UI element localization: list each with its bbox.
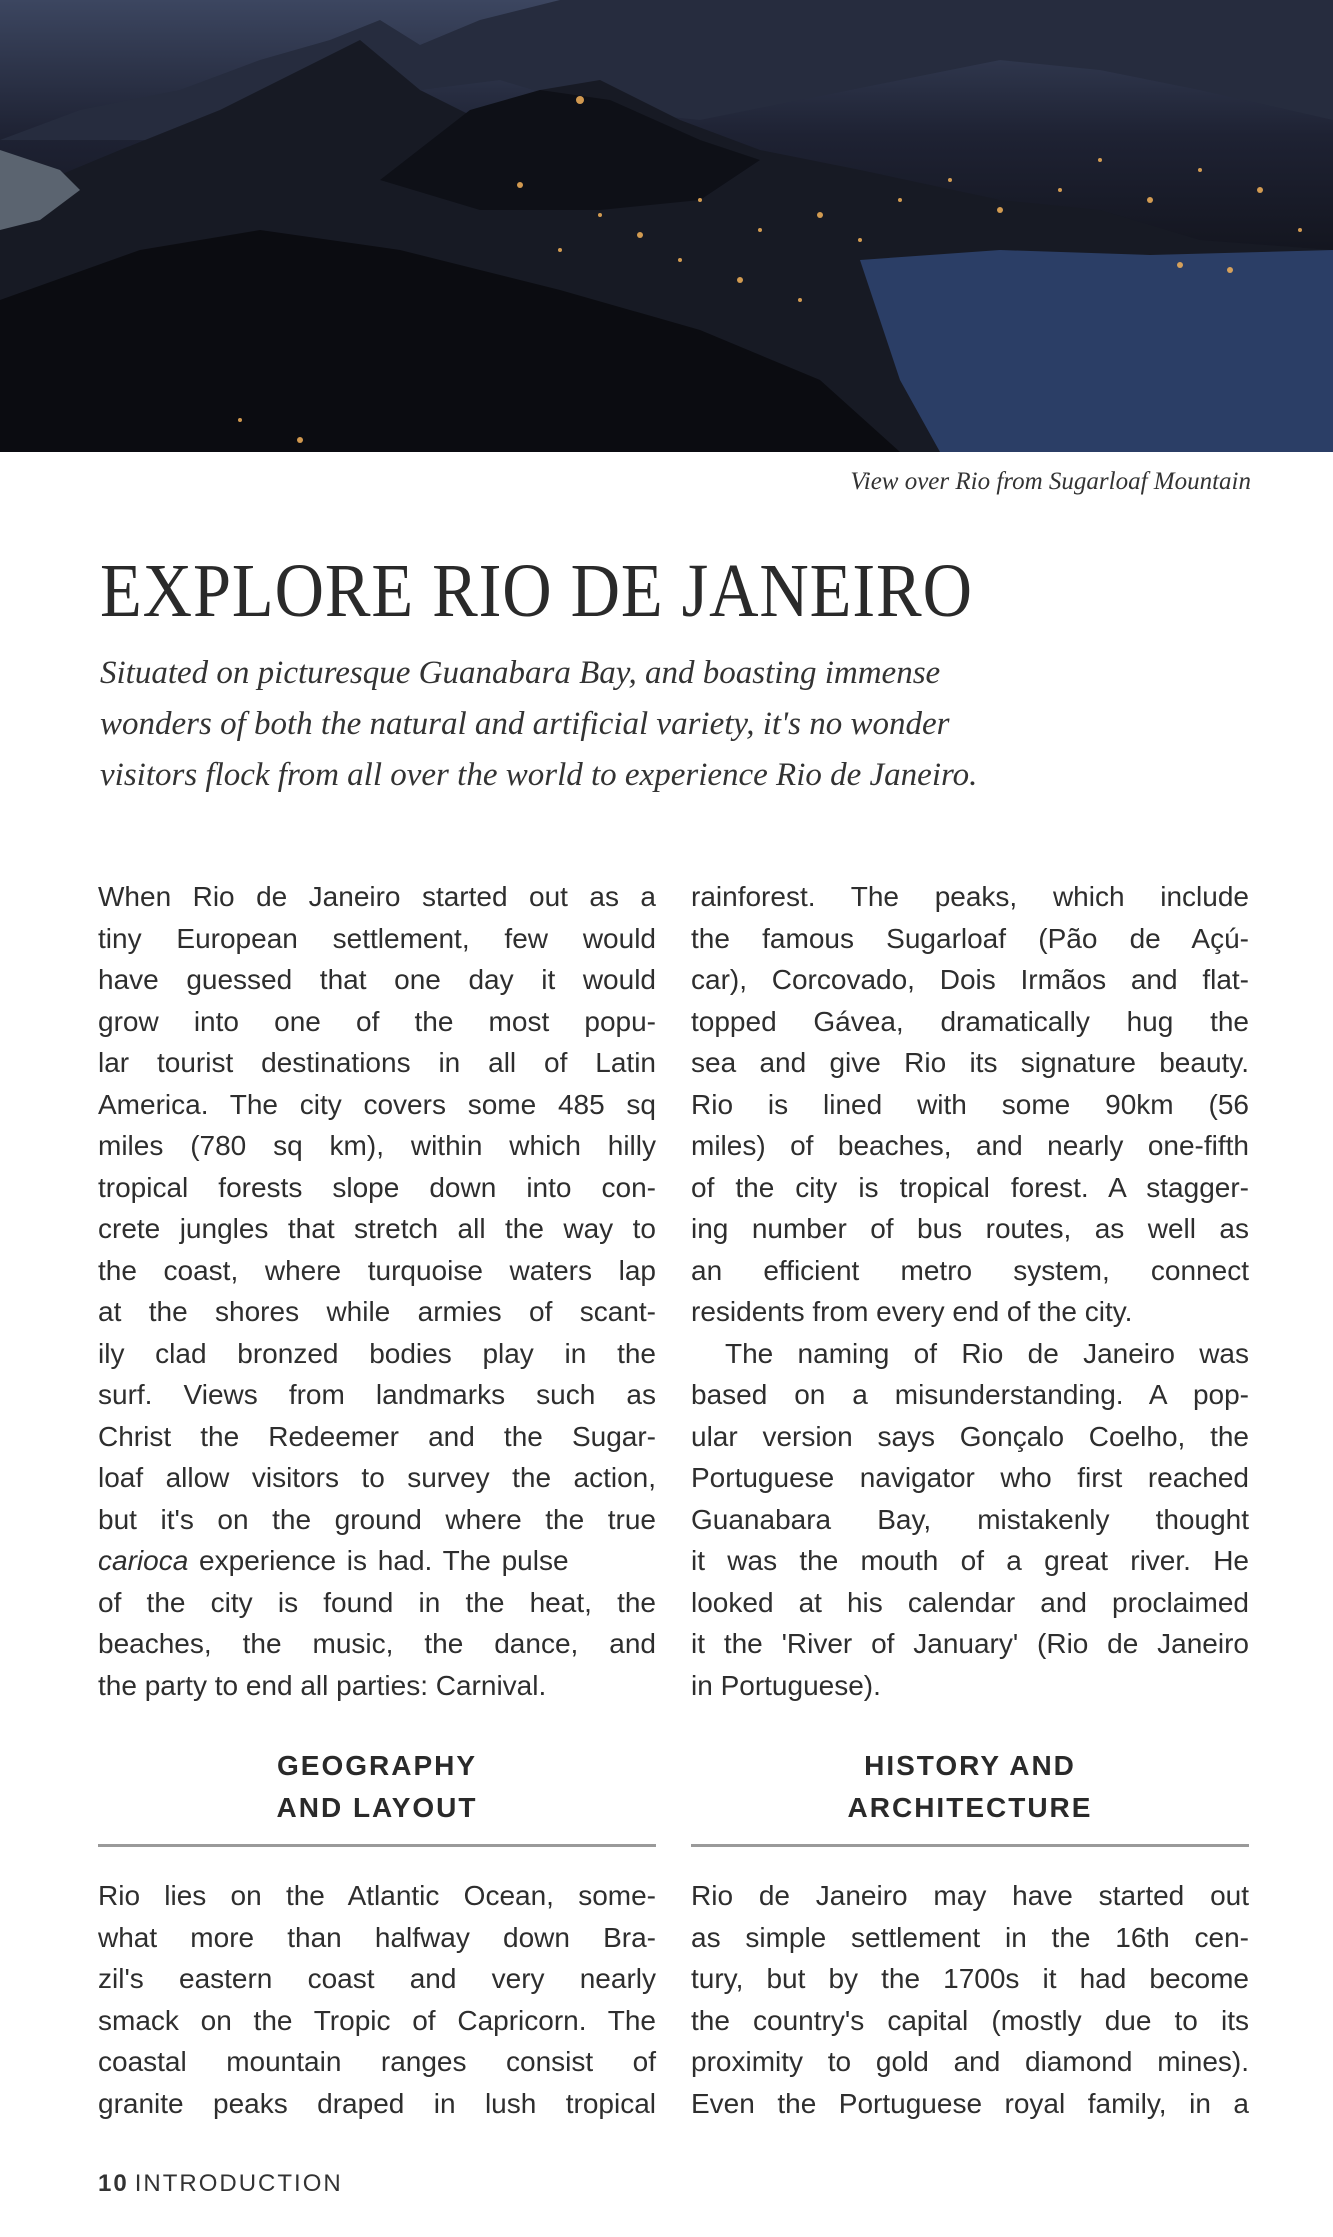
text-line: crete jungles that stretch all the way to	[98, 1213, 656, 1244]
page-number: 10	[98, 2170, 129, 2197]
text-line: miles (780 sq km), within which hilly	[98, 1130, 656, 1161]
text-line: Even the Portuguese royal family, in a	[691, 2087, 1249, 2119]
paragraph-naming	[691, 1333, 1249, 1707]
text-line: tropical forests slope down into con-	[98, 1171, 656, 1203]
section-divider	[691, 1844, 1249, 1847]
section-divider	[98, 1844, 656, 1847]
text-line: at the shores while armies of scant-	[98, 1296, 656, 1327]
history-heading	[691, 1745, 1249, 1829]
text-line: of the city is tropical forest. A stagger-	[691, 1171, 1249, 1203]
text-line: When Rio de Janeiro started out as a	[98, 881, 656, 912]
photo-caption: View over Rio from Sugarloaf Mountain	[850, 468, 1251, 495]
geography-heading	[98, 1745, 656, 1829]
text-line: car), Corcovado, Dois Irmãos and flat-	[691, 964, 1249, 995]
text-line: ing number of bus routes, as well as	[691, 1213, 1249, 1244]
text-line: beaches, the music, the dance, and	[98, 1628, 656, 1659]
subtitle-line: visitors flock from all over the world to experience Rio de Janeiro.	[100, 757, 978, 793]
heading-line: GEOGRAPHY	[276, 1750, 478, 1781]
text-line: what more than halfway down Bra-	[98, 1921, 656, 1953]
italic-term: carioca	[98, 1545, 189, 1576]
text-line: Portuguese navigator who first reached	[691, 1462, 1249, 1493]
text-line: The naming of Rio de Janeiro was	[725, 1337, 1249, 1369]
text-line: looked at his calendar and proclaimed	[691, 1586, 1249, 1618]
text-line: in Portuguese).	[691, 1669, 881, 1701]
page-footer	[98, 2170, 343, 2198]
text-line: Christ the Redeemer and the Sugar-	[98, 1420, 656, 1452]
text-line: as simple settlement in the 16th cen-	[691, 1921, 1249, 1953]
text-line: the famous Sugarloaf (Pão de Açú-	[691, 922, 1249, 954]
heading-line: HISTORY AND	[864, 1750, 1076, 1781]
text-line: lar tourist destinations in all of Latin	[98, 1047, 656, 1078]
text-line: Rio is lined with some 90km (56	[691, 1088, 1249, 1120]
history-body	[691, 1875, 1249, 2124]
text-line: based on a misunderstanding. A pop-	[691, 1379, 1249, 1410]
intro-left-column	[98, 876, 656, 1706]
text-span: experience is had. The pulse	[188, 1545, 569, 1576]
geography-body	[98, 1875, 656, 2124]
text-line	[98, 1540, 656, 1582]
text-line: topped Gávea, dramatically hug the	[691, 1005, 1249, 1037]
text-line: but it's on the ground where the true	[98, 1503, 656, 1535]
text-line: it was the mouth of a great river. He	[691, 1545, 1249, 1576]
text-line: sea and give Rio its signature beauty.	[691, 1047, 1249, 1078]
subtitle-line: wonders of both the natural and artificial variety, it's no wonder	[100, 706, 950, 742]
text-line: zil's eastern coast and very nearly	[98, 1963, 656, 1994]
text-line: the country's capital (mostly due to its	[691, 2004, 1249, 2036]
text-line: smack on the Tropic of Capricorn. The	[98, 2004, 656, 2036]
text-line: it the 'River of January' (Rio de Janeiro	[691, 1628, 1249, 1659]
paragraph-rainforest	[691, 876, 1249, 1333]
text-line: an efficient metro system, connect	[691, 1254, 1249, 1286]
text-line: Guanabara Bay, mistakenly thought	[691, 1503, 1249, 1535]
page-title: EXPLORE RIO DE JANEIRO	[100, 549, 973, 633]
text-line: rainforest. The peaks, which include	[691, 881, 1249, 912]
text-line: loaf allow visitors to survey the action,	[98, 1462, 656, 1493]
text-line: tury, but by the 1700s it had become	[691, 1963, 1249, 1994]
text-line: miles) of beaches, and nearly one-fifth	[691, 1130, 1249, 1161]
subtitle-line: Situated on picturesque Guanabara Bay, and boasting immense	[100, 655, 941, 691]
text-line: proximity to gold and diamond mines).	[691, 2046, 1249, 2077]
text-line: Rio de Janeiro may have started out	[691, 1880, 1249, 1911]
text-line: Rio lies on the Atlantic Ocean, some-	[98, 1880, 656, 1911]
text-line: the coast, where turquoise waters lap	[98, 1254, 656, 1286]
text-line: residents from every end of the city.	[691, 1296, 1133, 1327]
text-line: granite peaks draped in lush tropical	[98, 2087, 656, 2119]
text-line: America. The city covers some 485 sq	[98, 1088, 656, 1120]
intro-right-column	[691, 876, 1249, 1706]
section-name: INTRODUCTION	[134, 2170, 343, 2197]
text-line: ily clad bronzed bodies play in the	[98, 1337, 656, 1369]
rio-night-photo	[0, 0, 1333, 452]
text-line: have guessed that one day it would	[98, 964, 656, 995]
text-line: coastal mountain ranges consist of	[98, 2046, 656, 2077]
heading-line: ARCHITECTURE	[847, 1792, 1093, 1823]
heading-line: AND LAYOUT	[276, 1792, 478, 1823]
text-line: grow into one of the most popu-	[98, 1005, 656, 1037]
text-line: tiny European settlement, few would	[98, 922, 656, 954]
text-line: ular version says Gonçalo Coelho, the	[691, 1420, 1249, 1452]
text-line: of the city is found in the heat, the	[98, 1586, 656, 1618]
subtitle	[100, 648, 1160, 801]
text-line: surf. Views from landmarks such as	[98, 1379, 656, 1410]
text-line: the party to end all parties: Carnival.	[98, 1669, 547, 1701]
photo-illustration	[0, 0, 1333, 452]
